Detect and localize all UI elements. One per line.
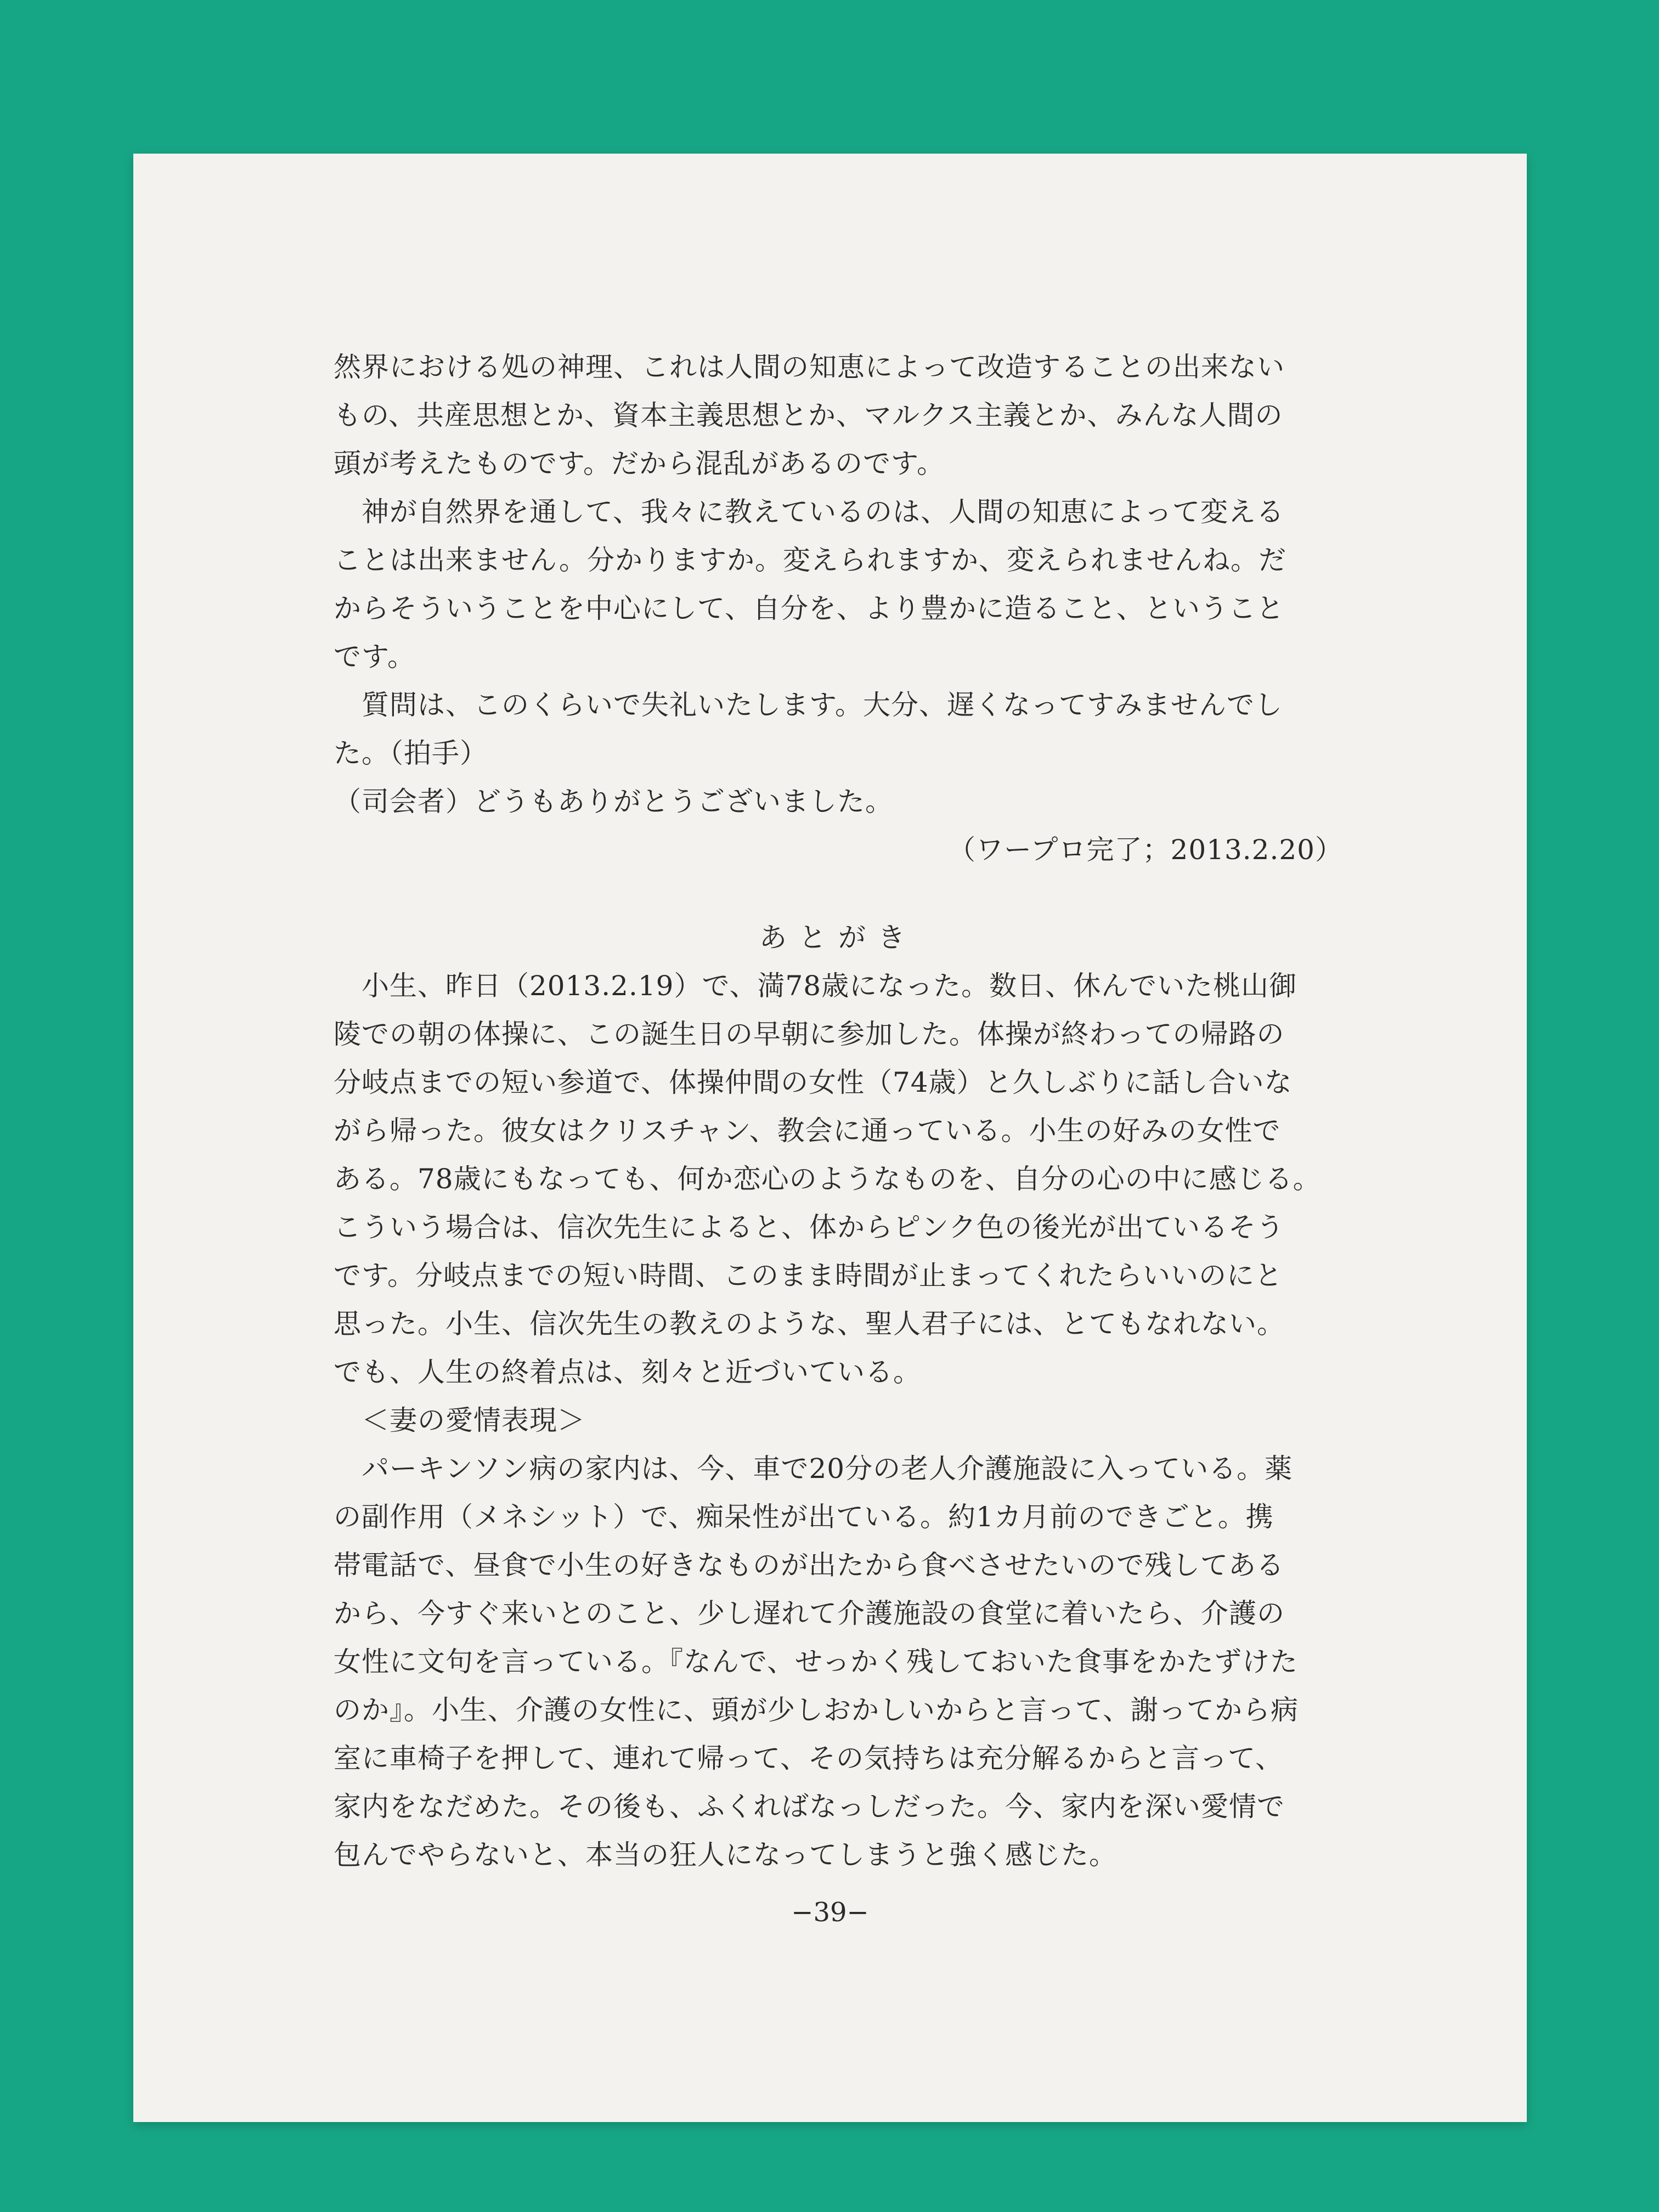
text-line: 小生、昨日（2013.2.19）で、満78歳になった。数日、休んでいた桃山御 [334, 970, 1297, 1002]
text-line: こういう場合は、信次先生によると、体からピンク色の後光が出ているそう [334, 1211, 1284, 1243]
text-line: 包んでやらないと、本当の狂人になってしまうと強く感じた。 [334, 1839, 1117, 1871]
text-line: 神が自然界を通して、我々に教えているのは、人間の知恵によって変える [334, 496, 1284, 528]
text-line: 頭が考えたものです。だから混乱があるのです。 [334, 448, 945, 479]
text-line: た。（拍手） [334, 737, 488, 769]
paper-page [133, 154, 1527, 2122]
section-afterword [334, 962, 1343, 1879]
section-lecture-end [334, 343, 1343, 874]
section-heading: あとがき [759, 922, 917, 953]
text-line: 帯電話で、昼食で小生の好きなものが出たから食べさせたいので残してある [334, 1549, 1284, 1581]
text-line: のか』。小生、介護の女性に、頭が少しおかしいからと言って、謝ってから病 [334, 1694, 1299, 1726]
page-number: −39− [791, 1897, 869, 1928]
text-line: 家内をなだめた。その後も、ふくればなっしだった。今、家内を深い愛情で [334, 1791, 1285, 1822]
text-line: 陵での朝の体操に、この誕生日の早朝に参加した。体操が終わっての帰路の [334, 1018, 1285, 1050]
text-line: でも、人生の終着点は、刻々と近づいている。 [334, 1356, 921, 1388]
text-line: ことは出来ません。分かりますか。変えられますか、変えられませんね。だ [334, 544, 1286, 576]
text-line: からそういうことを中心にして、自分を、より豊かに造ること、ということ [334, 592, 1284, 624]
subheading-line: ＜妻の愛情表現＞ [334, 1404, 585, 1436]
text-line: もの、共産思想とか、資本主義思想とか、マルクス主義とか、みんな人間の [334, 399, 1283, 431]
text-line: がら帰った。彼女はクリスチャン、教会に通っている。小生の好みの女性で [334, 1115, 1281, 1147]
text-line: から、今すぐ来いとのこと、少し遅れて介護施設の食堂に着いたら、介護の [334, 1598, 1285, 1629]
document-body [334, 343, 1343, 1879]
text-line: 分岐点までの短い参道で、体操仲間の女性（74歳）と久しぶりに話し合いな [334, 1066, 1293, 1098]
text-line: 室に車椅子を押して、連れて帰って、その気持ちは充分解るからと言って、 [334, 1742, 1283, 1774]
text-line: 思った。小生、信次先生の教えのような、聖人君子には、とてもなれない。 [334, 1308, 1285, 1340]
text-line: ある。78歳にもなっても、何か恋心のようなものを、自分の心の中に感じる。 [334, 1163, 1321, 1195]
text-line: （司会者）どうもありがとうございました。 [334, 786, 893, 817]
completion-note: （ワープロ完了；2013.2.20） [948, 834, 1343, 866]
text-line: 然界における処の神理、これは人間の知恵によって改造することの出来ない [334, 351, 1285, 383]
text-line: です。 [334, 641, 415, 673]
text-line: 質問は、このくらいで失礼いたします。大分、遅くなってすみませんでし [334, 689, 1283, 721]
text-line: の副作用（メネシット）で、痴呆性が出ている。約1カ月前のできごと。携 [334, 1501, 1274, 1533]
text-line: 女性に文句を言っている。『なんで、せっかく残しておいた食事をかたずけた [334, 1646, 1298, 1678]
text-line: です。分岐点までの短い時間、このまま時間が止まってくれたらいいのにと [334, 1260, 1283, 1291]
text-line: パーキンソン病の家内は、今、車で20分の老人介護施設に入っている。薬 [334, 1453, 1293, 1485]
